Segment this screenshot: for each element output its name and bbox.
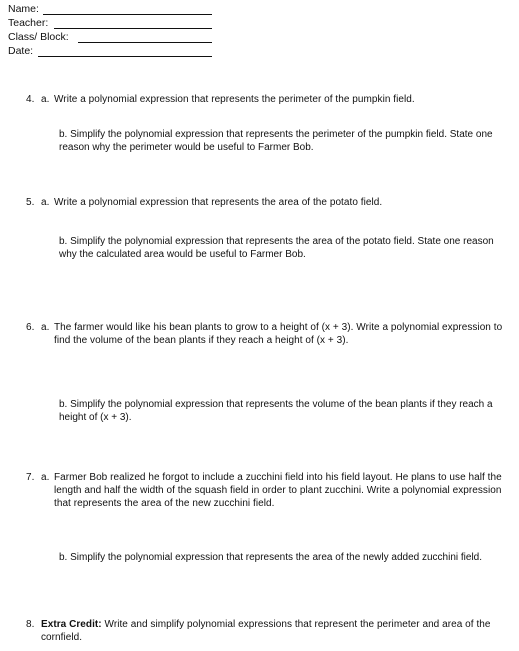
- date-line: [38, 56, 212, 57]
- teacher-label: Teacher:: [8, 17, 49, 29]
- teacher-row: [8, 16, 218, 30]
- question-6a-text: The farmer would like his bean plants to grow to a height of (x + 3). Write a polynomial expression to find the volume of the bean plants if they reach a height of (x + 3).: [54, 322, 503, 346]
- question-6-number: 6.: [26, 322, 35, 333]
- question-5-number: 5.: [26, 197, 35, 208]
- class-block-row: [8, 30, 218, 44]
- name-label: Name:: [8, 3, 39, 15]
- question-6b-text: b. Simplify the polynomial expression that represents the volume of the bean plants if they reach a height of (x + 3).: [59, 399, 493, 423]
- question-7b-text: b. Simplify the polynomial expression that represents the area of the newly added zucchini field.: [59, 552, 483, 563]
- question-4-number: 4.: [26, 94, 35, 105]
- question-4a-marker: a.: [41, 94, 50, 105]
- question-7a-text: Farmer Bob realized he forgot to include a zucchini field into his field layout. He plans to use half the length and half the width of the squash field in order to plant zucchini. Write a polynomial expression that represents the area of the new zucchini field.: [54, 472, 502, 509]
- student-info-header: [8, 2, 218, 58]
- teacher-line: [54, 28, 212, 29]
- question-4a: [26, 93, 512, 106]
- question-8-number: 8.: [26, 619, 35, 630]
- question-4a-text: Write a polynomial expression that represents the perimeter of the pumpkin field.: [54, 94, 415, 105]
- extra-credit-label: Extra Credit:: [41, 619, 102, 630]
- question-8-text: Write and simplify polynomial expressions that represent the perimeter and area of the cornfield.: [41, 619, 491, 643]
- question-7a: [26, 471, 512, 510]
- question-7a-marker: a.: [41, 472, 50, 483]
- question-7-number: 7.: [26, 472, 35, 483]
- question-5a-text: Write a polynomial expression that represents the area of the potato field.: [54, 197, 383, 208]
- question-6a: [26, 321, 512, 347]
- date-label: Date:: [8, 45, 34, 57]
- question-5b-text: b. Simplify the polynomial expression that represents the area of the potato field. State one reason why the calculated area would be useful to Farmer Bob.: [59, 236, 494, 260]
- question-5a: [26, 196, 512, 209]
- question-8: [26, 618, 512, 644]
- question-4b-text: b. Simplify the polynomial expression that represents the perimeter of the pumpkin field. State one reason why the perimeter would be useful to Farmer Bob.: [59, 129, 493, 153]
- name-line: [43, 14, 212, 15]
- date-row: [8, 44, 218, 58]
- class-block-line: [78, 42, 212, 43]
- question-8-body: [41, 618, 512, 644]
- question-6a-marker: a.: [41, 322, 50, 333]
- name-row: [8, 2, 218, 16]
- class-block-label: Class/ Block:: [8, 31, 69, 43]
- question-5a-marker: a.: [41, 197, 50, 208]
